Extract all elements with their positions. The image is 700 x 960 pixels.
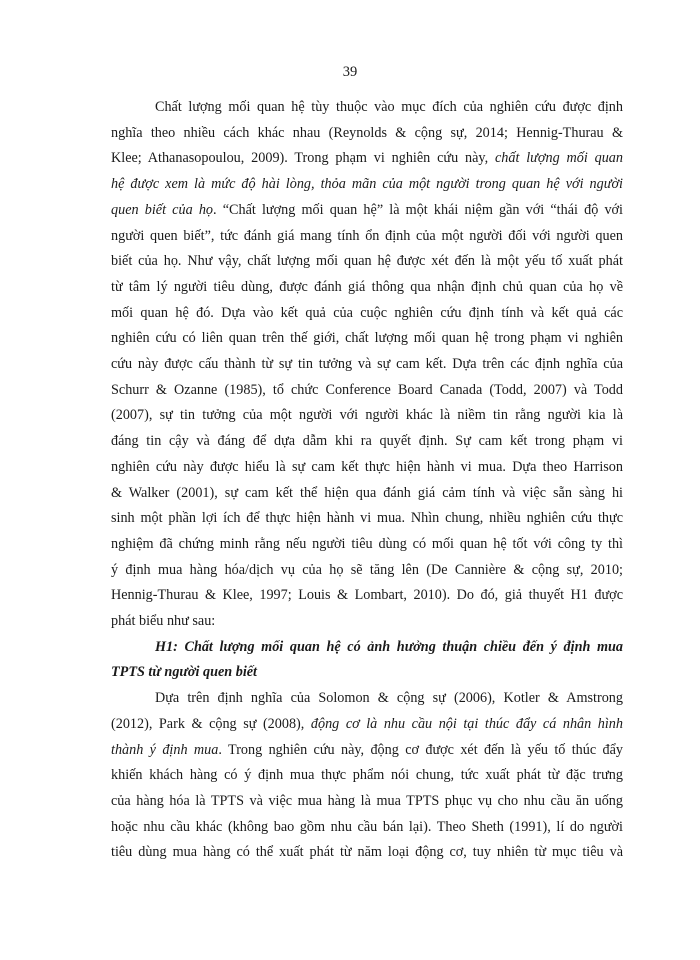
text-line: [111, 172, 623, 198]
text-segment: . “Chất lượng mối quan hệ” là một khái niệm gần với “thái độ với: [213, 201, 623, 218]
text-line: Dựa trên định nghĩa của Solomon & cộng sự (2006), Kotler & Amstrong: [155, 690, 623, 707]
text-line: nghĩa theo nhiều cách khác nhau (Reynolds & cộng sự, 2014; Hennig-Thurau &: [111, 124, 623, 141]
text-line: sinh một phần lợi ích để thực hiện hành vi mua. Nhìn chung, nhiều nghiên cứu thực: [111, 510, 623, 527]
italic-definition: hệ được xem là mức độ hài lòng, thỏa mãn của một người trong quan hệ với người: [111, 176, 623, 193]
hypothesis-line: H1: Chất lượng mối quan hệ có ảnh hưởng thuận chiều đến ý định mua: [155, 638, 623, 655]
text-line: [111, 146, 623, 172]
text-line: người quen biết”, tức đánh giá mang tính ổn định của một người đối với người quen: [111, 227, 623, 244]
text-line: [111, 712, 623, 738]
paragraph-relationship-quality: [111, 95, 623, 635]
page-number: 39: [342, 64, 358, 80]
hypothesis-h1: [111, 635, 623, 686]
text-line: tiêu dùng mua hàng có thể xuất phát từ năm loại động cơ, tuy nhiên từ mục tiêu và: [111, 844, 623, 861]
italic-definition: thành ý định mua: [111, 741, 219, 758]
text-line: Schurr & Ozanne (1985), tổ chức Conference Board Canada (Todd, 2007) và Todd: [111, 381, 623, 398]
italic-definition: quen biết của họ: [111, 201, 214, 218]
text-line: Hennig-Thurau & Klee, 1997; Louis & Lombart, 2010). Do đó, giả thuyết H1 được: [111, 587, 623, 604]
text-line: [111, 198, 623, 224]
text-line: nghiên cứu này được hiểu là sự cam kết thực hiện hành vi mua. Dựa theo Harrison: [111, 458, 623, 475]
text-line: đáng tin cậy và đáng để dựa dẫm khi ra quyết định. Sự cam kết trong phạm vi: [111, 433, 623, 450]
hypothesis-line: TPTS từ người quen biết: [111, 664, 258, 681]
text-line: cứu này được cấu thành từ sự tin tưởng và sự cam kết. Dựa trên các định nghĩa của: [111, 356, 623, 373]
paragraph-motivation: [111, 686, 623, 866]
text-line: ý định mua hàng hóa/dịch vụ của họ sẽ tăng lên (De Cannière & cộng sự, 2010;: [111, 561, 623, 578]
text-line: nghiên cứu có liên quan trên thế giới, chất lượng mối quan hệ trong phạm vi nghiên: [111, 330, 623, 347]
text-line: từ tâm lý người tiêu dùng, được đánh giá thông qua nhận định chủ quan của họ về: [111, 278, 623, 295]
text-line: [111, 738, 623, 764]
text-segment: (2012), Park & cộng sự (2008),: [111, 715, 311, 732]
text-line: nghiệm đã chứng minh rằng nếu người tiêu dùng có mối quan hệ tốt với công ty thì: [111, 535, 623, 552]
text-line: mối quan hệ đó. Dựa vào kết quả của cuộc nghiên cứu định tính và kết quả các: [111, 304, 623, 321]
italic-definition: động cơ là nhu cầu nội tại thúc đẩy cá nhân hình: [310, 715, 623, 732]
body-text: [111, 95, 623, 866]
text-segment: . Trong nghiên cứu này, động cơ được xét đến là yếu tố thúc đẩy: [218, 741, 623, 758]
text-line: Chất lượng mối quan hệ tùy thuộc vào mục đích của nghiên cứu được định: [155, 99, 623, 115]
text-segment: Klee; Athanasopoulou, 2009). Trong phạm vi nghiên cứu này,: [111, 150, 495, 167]
italic-definition: chất lượng mối quan: [494, 150, 623, 167]
text-line: khiến khách hàng có ý định mua thực phẩm nói chung, tức xuất phát từ đặc trưng: [111, 767, 623, 784]
text-line: & Walker (2001), sự cam kết thể hiện qua đánh giá cảm tính và việc sẵn sàng hi: [111, 484, 623, 501]
text-line: hoặc nhu cầu khác (không bao gồm nhu cầu bán lại). Theo Sheth (1991), lí do người: [111, 818, 623, 835]
text-line: biết của họ. Như vậy, chất lượng mối quan hệ được xét đến là một yếu tố xuất phát: [111, 253, 623, 270]
text-line: (2007), sự tin tưởng của một người với người khác là niềm tin rằng người kia là: [111, 407, 623, 424]
text-line: của hàng hóa là TPTS và việc mua hàng là mua TPTS phục vụ cho nhu cầu ăn uống: [111, 792, 623, 809]
text-line: phát biểu như sau:: [111, 613, 216, 630]
